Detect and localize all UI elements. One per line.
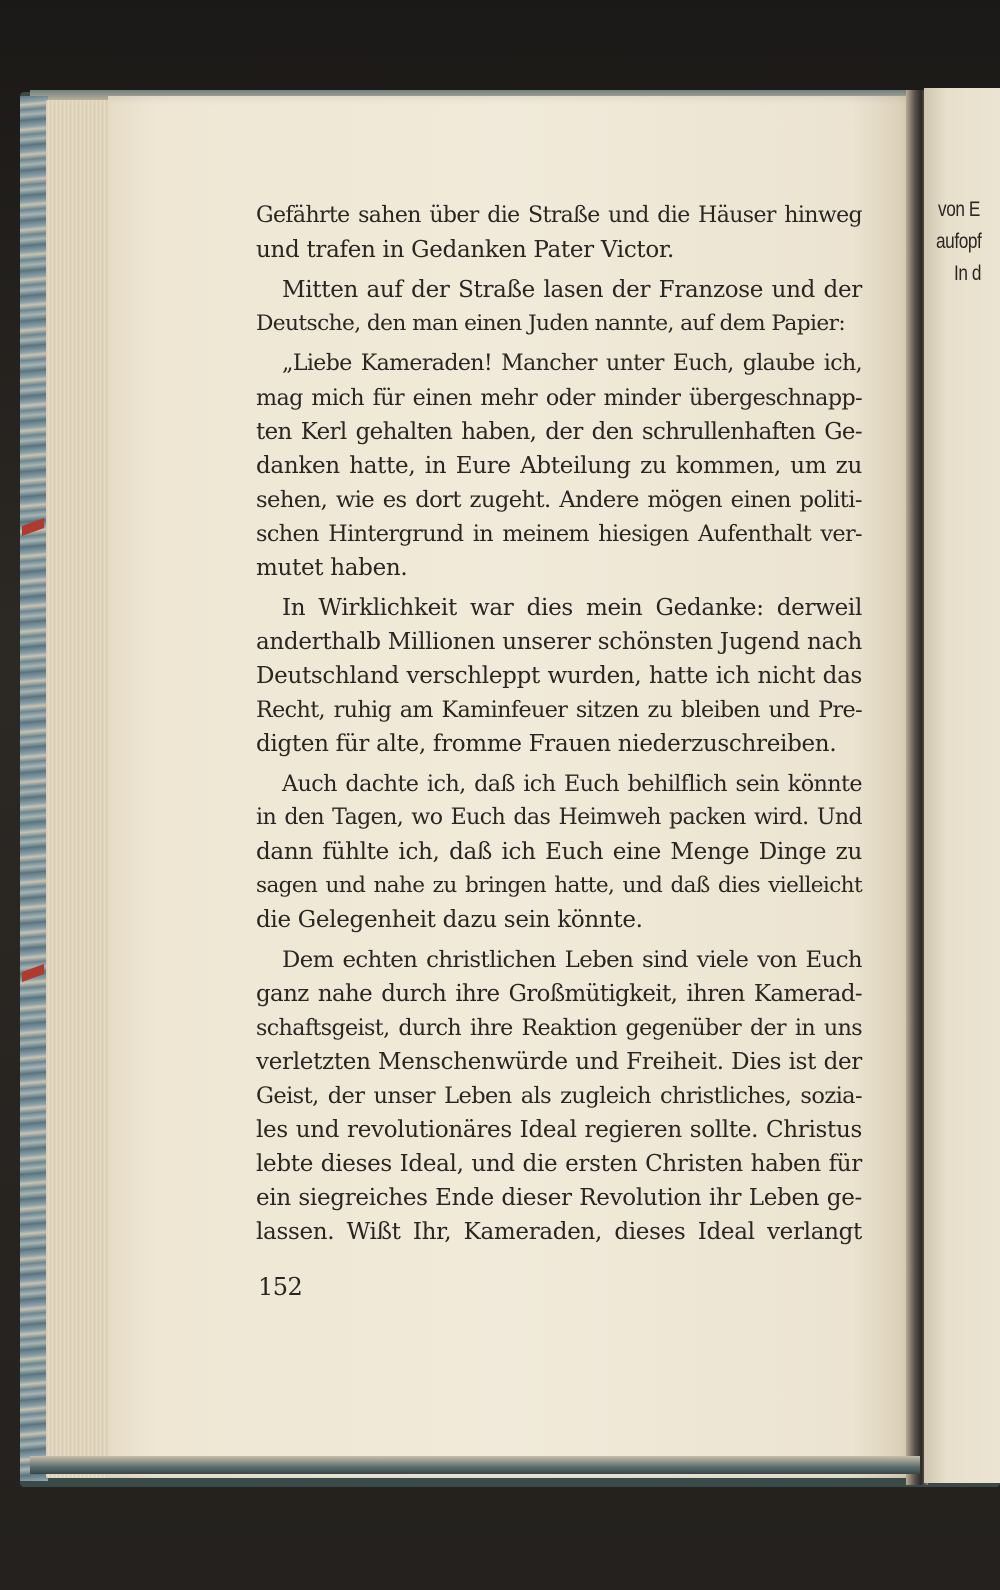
text-line: dann fühlte ich, daß ich Euch eine Menge Dinge zu [256, 839, 862, 865]
text-line: les und revolutionäres Ideal regieren sollte. Christus [256, 1117, 862, 1143]
facing-page-line: von E [938, 198, 980, 221]
book-bottom-edge [30, 1456, 920, 1474]
text-line: schen Hintergrund in meinem hiesigen Aufenthalt ver- [256, 521, 862, 547]
text-line: Recht, ruhig am Kaminfeuer sitzen zu bleiben und Pre- [256, 697, 862, 723]
text-line: sagen und nahe zu bringen hatte, und daß dies vielleicht [256, 873, 862, 898]
text-line: ein siegreiches Ende dieser Revolution ihr Leben ge- [256, 1185, 862, 1211]
text-line: und trafen in Gedanken Pater Victor. [256, 237, 675, 263]
text-line: lebte dieses Ideal, und die ersten Christen haben für [256, 1151, 862, 1177]
text-line: Dem echten christlichen Leben sind viele von Euch [282, 947, 862, 973]
text-line: sehen, wie es dort zugeht. Andere mögen einen politi- [256, 487, 862, 513]
book-page-right [924, 88, 1000, 1483]
text-line: danken hatte, in Eure Abteilung zu kommen, um zu [256, 453, 862, 479]
text-line: die Gelegenheit dazu sein könnte. [256, 907, 643, 933]
text-line: in den Tagen, wo Euch das Heimweh packen wird. Und [256, 805, 862, 830]
text-line: Geist, der unser Leben als zugleich christliches, sozia- [256, 1083, 862, 1109]
text-line: lassen. Wißt Ihr, Kameraden, dieses Ideal verlangt [256, 1219, 862, 1245]
text-line: anderthalb Millionen unserer schönsten Jugend nach [256, 629, 862, 655]
page-number: 152 [258, 1273, 303, 1301]
facing-page-line: aufopf [936, 230, 982, 253]
facing-page-line: In d [954, 262, 982, 285]
text-line: Deutsche, den man einen Juden nannte, auf dem Papier: [256, 311, 846, 336]
text-line: Mitten auf der Straße lasen der Franzose und der [282, 277, 862, 303]
text-line: digten für alte, fromme Frauen niederzuschreiben. [256, 731, 837, 757]
text-line: mutet haben. [256, 555, 408, 581]
text-line: Gefährte sahen über die Straße und die Häuser hinweg [256, 203, 862, 228]
text-line: „Liebe Kameraden! Mancher unter Euch, glaube ich, [282, 351, 862, 376]
text-line: ten Kerl gehalten haben, der den schrullenhaften Ge- [256, 419, 862, 445]
text-line: Deutschland verschleppt wurden, hatte ich nicht das [256, 663, 862, 689]
text-line: Auch dachte ich, daß ich Euch behilflich sein könnte [282, 771, 862, 797]
page-edges [46, 100, 112, 1478]
text-line: In Wirklichkeit war dies mein Gedanke: derweil [282, 595, 862, 621]
marbled-book-edge [20, 96, 48, 1481]
text-line: schaftsgeist, durch ihre Reaktion gegenüber der in uns [256, 1015, 862, 1041]
text-line: verletzten Menschenwürde und Freiheit. Dies ist der [256, 1049, 862, 1075]
text-line: mag mich für einen mehr oder minder übergeschnapp- [256, 385, 862, 411]
page-text-block [256, 199, 862, 1249]
text-line: ganz nahe durch ihre Großmütigkeit, ihren Kamerad- [256, 981, 862, 1007]
